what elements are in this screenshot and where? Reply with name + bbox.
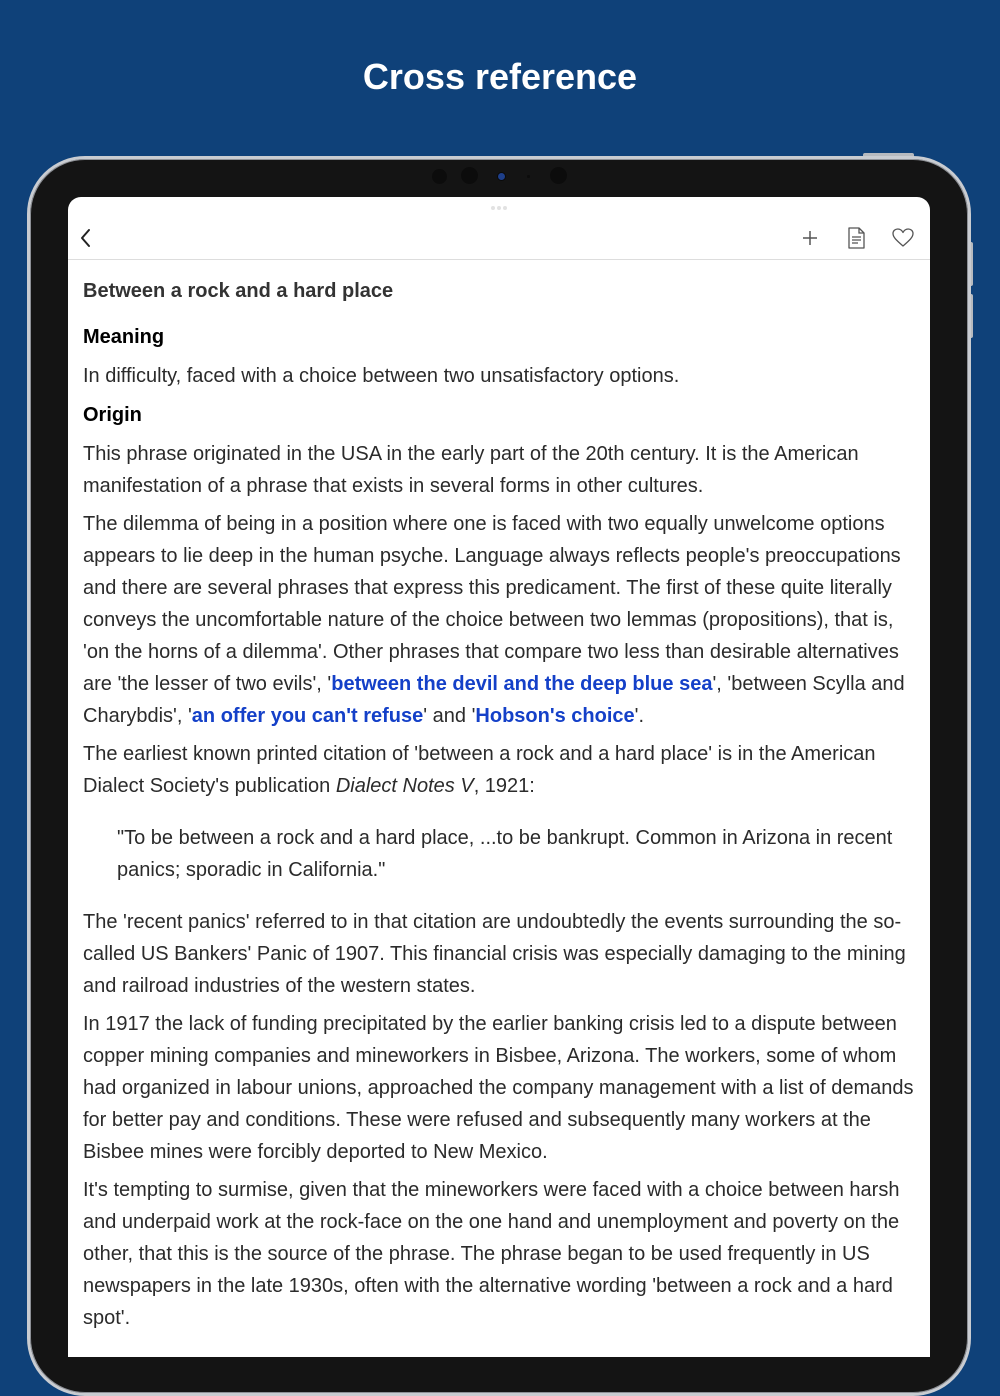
cross-reference-link[interactable]: an offer you can't refuse <box>191 705 424 727</box>
paragraph-text: , 1921: <box>473 775 535 797</box>
publication-title: Dialect Notes V <box>335 775 474 797</box>
origin-heading: Origin <box>83 404 142 426</box>
heart-icon <box>890 225 916 251</box>
entry-title: Between a rock and a hard place <box>83 280 394 302</box>
origin-paragraph: In 1917 the lack of funding precipitated by the earlier banking crisis led to a dispute between copper mining companies and mineworkers in Bisbee, Arizona. The workers, some of whom had organized in labour unions, approached the company management with a list of demands for better pay and conditions. These were refused and subsequently many workers at the Bisbee mines were forcibly deported to New Mexico. <box>83 1013 914 1163</box>
sensor-dot <box>550 167 567 184</box>
plus-icon <box>797 225 823 251</box>
paragraph-text: '. <box>634 705 645 727</box>
document-icon <box>843 225 869 251</box>
origin-paragraph <box>83 738 917 802</box>
promo-title: Cross reference <box>362 56 638 97</box>
entry-content <box>83 275 917 1340</box>
paragraph-text: ' and ' <box>423 705 476 727</box>
paragraph-text: ', 'between Scylla and Charybdis', ' <box>83 673 905 727</box>
notes-button[interactable] <box>843 225 869 251</box>
meaning-text: In difficulty, faced with a choice between two unsatisfactory options. <box>83 365 680 387</box>
back-button[interactable] <box>76 225 96 251</box>
paragraph-text: The earliest known printed citation of 'between a rock and a hard place' is in the American Dialect Society's publication <box>83 743 876 797</box>
navigation-bar <box>68 197 930 260</box>
meaning-heading: Meaning <box>83 326 165 348</box>
origin-paragraph <box>83 508 917 732</box>
favorite-button[interactable] <box>890 225 916 251</box>
sensor-dot <box>432 169 447 184</box>
app-screen <box>68 197 930 1357</box>
origin-paragraph: It's tempting to surmise, given that the mineworkers were faced with a choice between harsh and underpaid work at the rock-face on the one hand and unemployment and poverty on the other, that this is the source of the phrase. The phrase began to be used frequently in US newspapers in the late 1930s, often with the alternative wording 'between a rock and a hard spot'. <box>83 1179 900 1329</box>
citation-quote: "To be between a rock and a hard place, ...to be bankrupt. Common in Arizona in recent panics; sporadic in California." <box>117 827 893 881</box>
camera-lens-icon <box>498 173 505 180</box>
origin-paragraph: This phrase originated in the USA in the early part of the 20th century. It is the American manifestation of a phrase that exists in several forms in other cultures. <box>83 443 859 497</box>
sensor-dot <box>527 175 530 178</box>
origin-paragraph: The 'recent panics' referred to in that citation are undoubtedly the events surrounding the so-called US Bankers' Panic of 1907. This financial crisis was especially damaging to the mining and railroad industries of the western states. <box>83 911 906 997</box>
chevron-left-icon <box>76 225 96 251</box>
cross-reference-link[interactable]: between the devil and the deep blue sea <box>331 673 713 695</box>
paragraph-text: The dilemma of being in a position where one is faced with two equally unwelcome options appears to lie deep in the human psyche. Language always reflects people's preoccupations and there are several phrases that express this predicament. The first of these quite literally conveys the uncomfortable nature of the choice between two lemmas (propositions), that is, 'on the horns of a dilemma'. Other phrases that compare two less than desirable alternatives are 'the lesser of two evils', ' <box>83 513 901 695</box>
sensor-dot <box>461 167 478 184</box>
add-button[interactable] <box>797 225 823 251</box>
cross-reference-link[interactable]: Hobson's choice <box>475 705 635 727</box>
